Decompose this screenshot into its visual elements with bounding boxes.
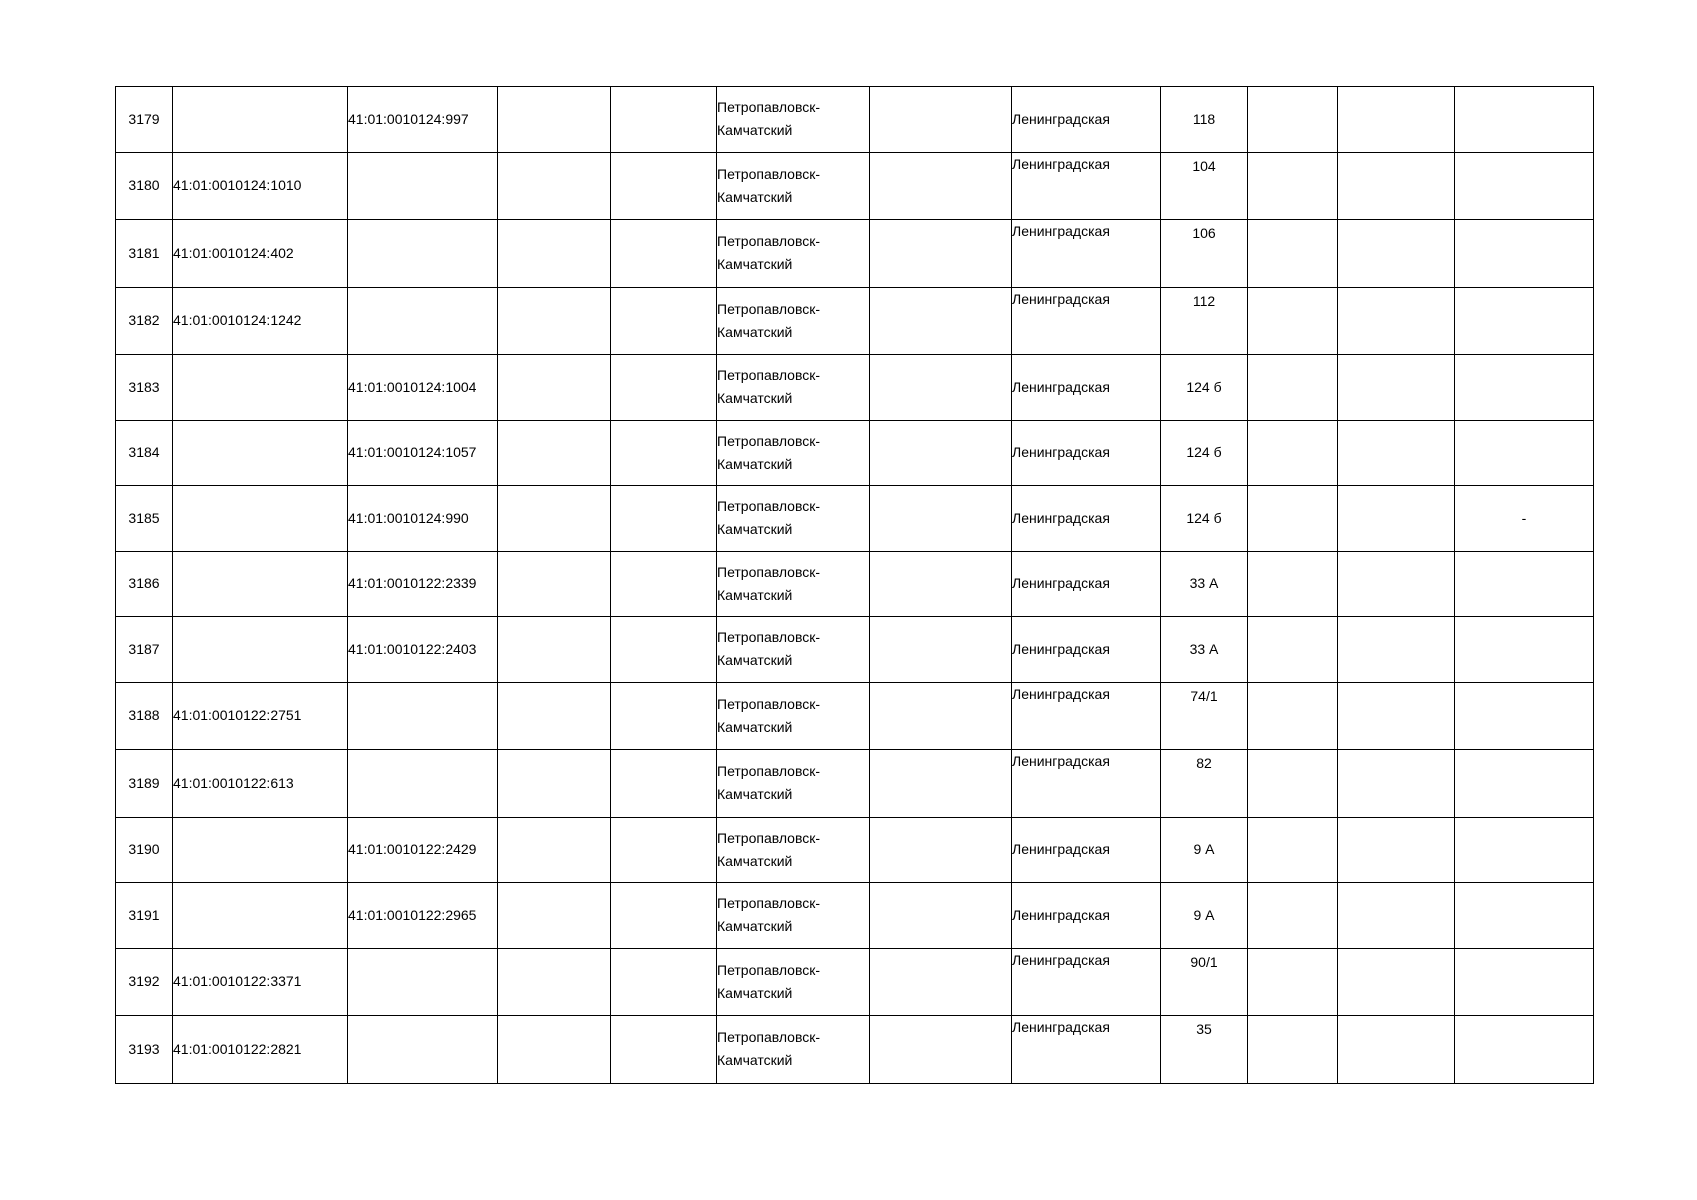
table-row	[116, 486, 1594, 552]
note-cell	[1455, 420, 1594, 486]
house-number-cell: 90/1	[1161, 948, 1248, 1016]
empty-cell	[498, 420, 611, 486]
cadastral-number-alt-cell: 41:01:0010122:2429	[348, 817, 498, 883]
cadastral-number-cell	[173, 817, 348, 883]
empty-cell	[1248, 420, 1338, 486]
table-row	[116, 551, 1594, 617]
empty-cell	[498, 817, 611, 883]
street-cell: Ленинградская	[1012, 617, 1161, 683]
city-cell: Петропавловск-Камчатский	[717, 87, 870, 153]
table-row	[116, 750, 1594, 818]
row-number: 3183	[116, 355, 173, 421]
empty-cell	[1338, 617, 1455, 683]
house-number-cell: 35	[1161, 1016, 1248, 1084]
empty-cell	[498, 883, 611, 949]
city-cell: Петропавловск-Камчатский	[717, 817, 870, 883]
cadastral-number-alt-cell: 41:01:0010122:2965	[348, 883, 498, 949]
empty-cell	[498, 750, 611, 818]
table-row	[116, 817, 1594, 883]
cadastral-number-cell: 41:01:0010124:402	[173, 220, 348, 288]
street-cell: Ленинградская	[1012, 486, 1161, 552]
empty-cell	[1338, 682, 1455, 750]
table-row	[116, 420, 1594, 486]
street-cell: Ленинградская	[1012, 817, 1161, 883]
empty-cell	[1338, 87, 1455, 153]
cadastral-number-alt-cell: 41:01:0010124:1057	[348, 420, 498, 486]
empty-cell	[1248, 948, 1338, 1016]
empty-cell	[611, 420, 717, 486]
row-number: 3182	[116, 287, 173, 355]
empty-cell	[1338, 948, 1455, 1016]
cadastral-number-alt-cell: 41:01:0010122:2403	[348, 617, 498, 683]
table-row	[116, 87, 1594, 153]
empty-cell	[1338, 1016, 1455, 1084]
empty-cell	[611, 220, 717, 288]
table-row	[116, 220, 1594, 288]
city-cell: Петропавловск-Камчатский	[717, 551, 870, 617]
street-cell: Ленинградская	[1012, 420, 1161, 486]
street-cell: Ленинградская	[1012, 948, 1161, 1016]
empty-cell	[1248, 152, 1338, 220]
note-cell	[1455, 682, 1594, 750]
empty-cell	[1248, 750, 1338, 818]
empty-cell	[611, 287, 717, 355]
empty-cell	[611, 750, 717, 818]
row-number: 3184	[116, 420, 173, 486]
empty-cell	[611, 883, 717, 949]
empty-cell	[1248, 355, 1338, 421]
house-number-cell: 124 б	[1161, 355, 1248, 421]
cadastral-number-cell: 41:01:0010122:613	[173, 750, 348, 818]
note-cell	[1455, 87, 1594, 153]
empty-cell	[1248, 883, 1338, 949]
cadastral-number-cell	[173, 617, 348, 683]
empty-cell	[1248, 287, 1338, 355]
note-cell	[1455, 551, 1594, 617]
row-number: 3185	[116, 486, 173, 552]
cadastral-number-alt-cell: 41:01:0010124:1004	[348, 355, 498, 421]
cadastral-number-cell	[173, 551, 348, 617]
note-cell	[1455, 948, 1594, 1016]
house-number-cell: 112	[1161, 287, 1248, 355]
cadastral-number-cell: 41:01:0010124:1242	[173, 287, 348, 355]
empty-cell	[870, 682, 1012, 750]
empty-cell	[611, 948, 717, 1016]
empty-cell	[611, 152, 717, 220]
house-number-cell: 124 б	[1161, 486, 1248, 552]
row-number: 3189	[116, 750, 173, 818]
row-number: 3179	[116, 87, 173, 153]
street-cell: Ленинградская	[1012, 287, 1161, 355]
empty-cell	[870, 420, 1012, 486]
empty-cell	[1248, 1016, 1338, 1084]
empty-cell	[498, 220, 611, 288]
house-number-cell: 106	[1161, 220, 1248, 288]
table-row	[116, 948, 1594, 1016]
cadastral-number-cell	[173, 87, 348, 153]
note-cell: -	[1455, 486, 1594, 552]
empty-cell	[498, 948, 611, 1016]
row-number: 3181	[116, 220, 173, 288]
street-cell: Ленинградская	[1012, 87, 1161, 153]
empty-cell	[870, 152, 1012, 220]
empty-cell	[611, 817, 717, 883]
cadastral-number-alt-cell	[348, 220, 498, 288]
note-cell	[1455, 355, 1594, 421]
city-cell: Петропавловск-Камчатский	[717, 682, 870, 750]
house-number-cell: 33 А	[1161, 551, 1248, 617]
row-number: 3190	[116, 817, 173, 883]
table-row	[116, 617, 1594, 683]
city-cell: Петропавловск-Камчатский	[717, 948, 870, 1016]
cadastral-number-cell	[173, 883, 348, 949]
cadastral-number-cell	[173, 420, 348, 486]
house-number-cell: 124 б	[1161, 420, 1248, 486]
empty-cell	[870, 87, 1012, 153]
cadastral-number-alt-cell: 41:01:0010124:990	[348, 486, 498, 552]
empty-cell	[1338, 287, 1455, 355]
empty-cell	[611, 87, 717, 153]
cadastral-number-alt-cell: 41:01:0010124:997	[348, 87, 498, 153]
empty-cell	[498, 551, 611, 617]
cadastral-number-cell	[173, 486, 348, 552]
row-number: 3192	[116, 948, 173, 1016]
empty-cell	[1338, 420, 1455, 486]
table-row	[116, 682, 1594, 750]
empty-cell	[1338, 551, 1455, 617]
city-cell: Петропавловск-Камчатский	[717, 1016, 870, 1084]
street-cell: Ленинградская	[1012, 355, 1161, 421]
empty-cell	[870, 1016, 1012, 1084]
empty-cell	[870, 355, 1012, 421]
register-rows	[116, 87, 1594, 1084]
street-cell: Ленинградская	[1012, 152, 1161, 220]
empty-cell	[498, 287, 611, 355]
cadastral-number-alt-cell	[348, 152, 498, 220]
city-cell: Петропавловск-Камчатский	[717, 750, 870, 818]
cadastral-number-cell: 41:01:0010124:1010	[173, 152, 348, 220]
cadastral-number-alt-cell	[348, 682, 498, 750]
note-cell	[1455, 750, 1594, 818]
empty-cell	[870, 948, 1012, 1016]
cadastral-number-cell: 41:01:0010122:3371	[173, 948, 348, 1016]
house-number-cell: 9 А	[1161, 883, 1248, 949]
house-number-cell: 118	[1161, 87, 1248, 153]
city-cell: Петропавловск-Камчатский	[717, 420, 870, 486]
row-number: 3191	[116, 883, 173, 949]
cadastral-number-cell: 41:01:0010122:2821	[173, 1016, 348, 1084]
street-cell: Ленинградская	[1012, 750, 1161, 818]
house-number-cell: 104	[1161, 152, 1248, 220]
street-cell: Ленинградская	[1012, 220, 1161, 288]
empty-cell	[870, 750, 1012, 818]
empty-cell	[611, 1016, 717, 1084]
register-table	[115, 86, 1594, 1084]
city-cell: Петропавловск-Камчатский	[717, 883, 870, 949]
empty-cell	[498, 355, 611, 421]
city-cell: Петропавловск-Камчатский	[717, 220, 870, 288]
empty-cell	[870, 486, 1012, 552]
house-number-cell: 33 А	[1161, 617, 1248, 683]
empty-cell	[870, 817, 1012, 883]
row-number: 3187	[116, 617, 173, 683]
row-number: 3193	[116, 1016, 173, 1084]
table-row	[116, 152, 1594, 220]
empty-cell	[870, 883, 1012, 949]
table-row	[116, 287, 1594, 355]
table-row	[116, 883, 1594, 949]
house-number-cell: 9 А	[1161, 817, 1248, 883]
cadastral-number-alt-cell	[348, 948, 498, 1016]
empty-cell	[870, 220, 1012, 288]
city-cell: Петропавловск-Камчатский	[717, 617, 870, 683]
empty-cell	[498, 87, 611, 153]
empty-cell	[1248, 817, 1338, 883]
street-cell: Ленинградская	[1012, 551, 1161, 617]
empty-cell	[611, 355, 717, 421]
row-number: 3186	[116, 551, 173, 617]
city-cell: Петропавловск-Камчатский	[717, 152, 870, 220]
note-cell	[1455, 817, 1594, 883]
table-row	[116, 355, 1594, 421]
note-cell	[1455, 287, 1594, 355]
empty-cell	[1338, 486, 1455, 552]
street-cell: Ленинградская	[1012, 682, 1161, 750]
note-cell	[1455, 883, 1594, 949]
empty-cell	[870, 287, 1012, 355]
empty-cell	[611, 486, 717, 552]
cadastral-number-cell	[173, 355, 348, 421]
empty-cell	[1248, 486, 1338, 552]
table-row	[116, 1016, 1594, 1084]
empty-cell	[870, 617, 1012, 683]
empty-cell	[611, 682, 717, 750]
empty-cell	[1338, 355, 1455, 421]
cadastral-number-alt-cell	[348, 287, 498, 355]
street-cell: Ленинградская	[1012, 883, 1161, 949]
note-cell	[1455, 220, 1594, 288]
note-cell	[1455, 1016, 1594, 1084]
empty-cell	[498, 1016, 611, 1084]
empty-cell	[498, 152, 611, 220]
street-cell: Ленинградская	[1012, 1016, 1161, 1084]
empty-cell	[1338, 220, 1455, 288]
house-number-cell: 74/1	[1161, 682, 1248, 750]
house-number-cell: 82	[1161, 750, 1248, 818]
empty-cell	[1248, 87, 1338, 153]
empty-cell	[498, 617, 611, 683]
row-number: 3180	[116, 152, 173, 220]
row-number: 3188	[116, 682, 173, 750]
empty-cell	[1338, 152, 1455, 220]
empty-cell	[1248, 220, 1338, 288]
empty-cell	[611, 551, 717, 617]
note-cell	[1455, 617, 1594, 683]
empty-cell	[1248, 617, 1338, 683]
cadastral-number-alt-cell	[348, 1016, 498, 1084]
empty-cell	[1338, 817, 1455, 883]
empty-cell	[498, 486, 611, 552]
empty-cell	[1338, 750, 1455, 818]
cadastral-number-alt-cell	[348, 750, 498, 818]
note-cell	[1455, 152, 1594, 220]
city-cell: Петропавловск-Камчатский	[717, 355, 870, 421]
empty-cell	[611, 617, 717, 683]
empty-cell	[870, 551, 1012, 617]
cadastral-number-cell: 41:01:0010122:2751	[173, 682, 348, 750]
empty-cell	[498, 682, 611, 750]
empty-cell	[1248, 551, 1338, 617]
empty-cell	[1248, 682, 1338, 750]
city-cell: Петропавловск-Камчатский	[717, 287, 870, 355]
city-cell: Петропавловск-Камчатский	[717, 486, 870, 552]
cadastral-number-alt-cell: 41:01:0010122:2339	[348, 551, 498, 617]
empty-cell	[1338, 883, 1455, 949]
